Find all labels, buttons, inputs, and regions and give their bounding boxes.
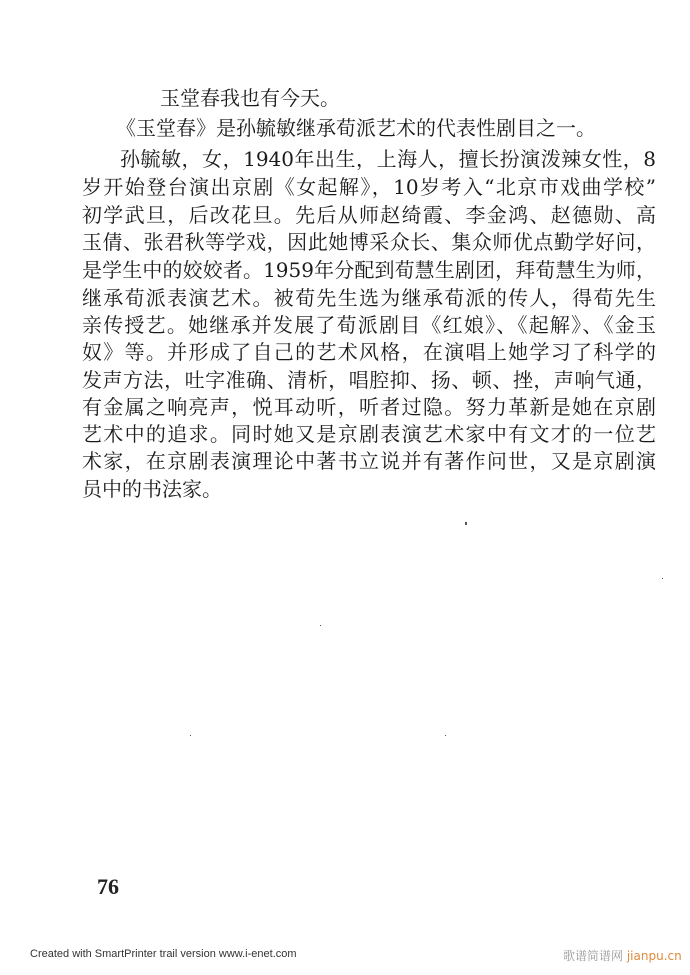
scan-speck <box>445 735 446 736</box>
watermark <box>563 947 682 964</box>
printer-credit: Created with SmartPrinter trail version www.i-enet.com <box>30 948 297 960</box>
text-line: 初学武旦，后改花旦。先后从师赵绮霞、李金鸿、赵德勋、高 <box>82 203 656 227</box>
scan-speck <box>320 625 321 626</box>
scan-speck <box>190 735 191 736</box>
text-line: 孙毓敏，女，1940年出生，上海人，擅长扮演泼辣女性，8 <box>120 147 656 171</box>
text-line: 奴》等。并形成了自己的艺术风格，在演唱上她学习了科学的 <box>82 340 656 364</box>
text-line: 玉堂春我也有今天。 <box>160 86 340 110</box>
watermark-domain: jianpu.cn <box>626 949 682 963</box>
text-line: 有金属之响亮声，悦耳动听，听者过隐。努力革新是她在京剧 <box>82 395 656 419</box>
text-line: 《玉堂春》是孙毓敏继承荀派艺术的代表性剧目之一。 <box>116 116 596 140</box>
text-line: 亲传授艺。她继承并发展了荀派剧目《红娘》、《起解》、《金玉 <box>82 313 656 337</box>
text-line: 发声方法，吐字准确、清析，唱腔抑、扬、顿、挫，声响气通， <box>82 368 656 392</box>
text-line: 玉倩、张君秋等学戏，因此她博采众长、集众师优点勤学好问， <box>82 230 656 254</box>
scan-speck <box>465 522 467 525</box>
text-line: 术家，在京剧表演理论中著书立说并有著作问世，又是京剧演 <box>82 449 656 473</box>
scan-speck <box>662 578 663 579</box>
page-number: 76 <box>97 874 119 899</box>
text-line: 是学生中的姣姣者。1959年分配到荀慧生剧团，拜荀慧生为师， <box>82 258 656 282</box>
text-line: 艺术中的追求。同时她又是京剧表演艺术家中有文才的一位艺 <box>82 422 656 446</box>
text-line: 员中的书法家。 <box>82 477 222 501</box>
text-line: 继承荀派表演艺术。被荀先生选为继承荀派的传人，得荀先生 <box>82 286 656 310</box>
text-line: 岁开始登台演出京剧《女起解》，10岁考入“北京市戏曲学校” <box>82 175 656 199</box>
watermark-site: 歌谱简谱网 <box>563 949 624 963</box>
